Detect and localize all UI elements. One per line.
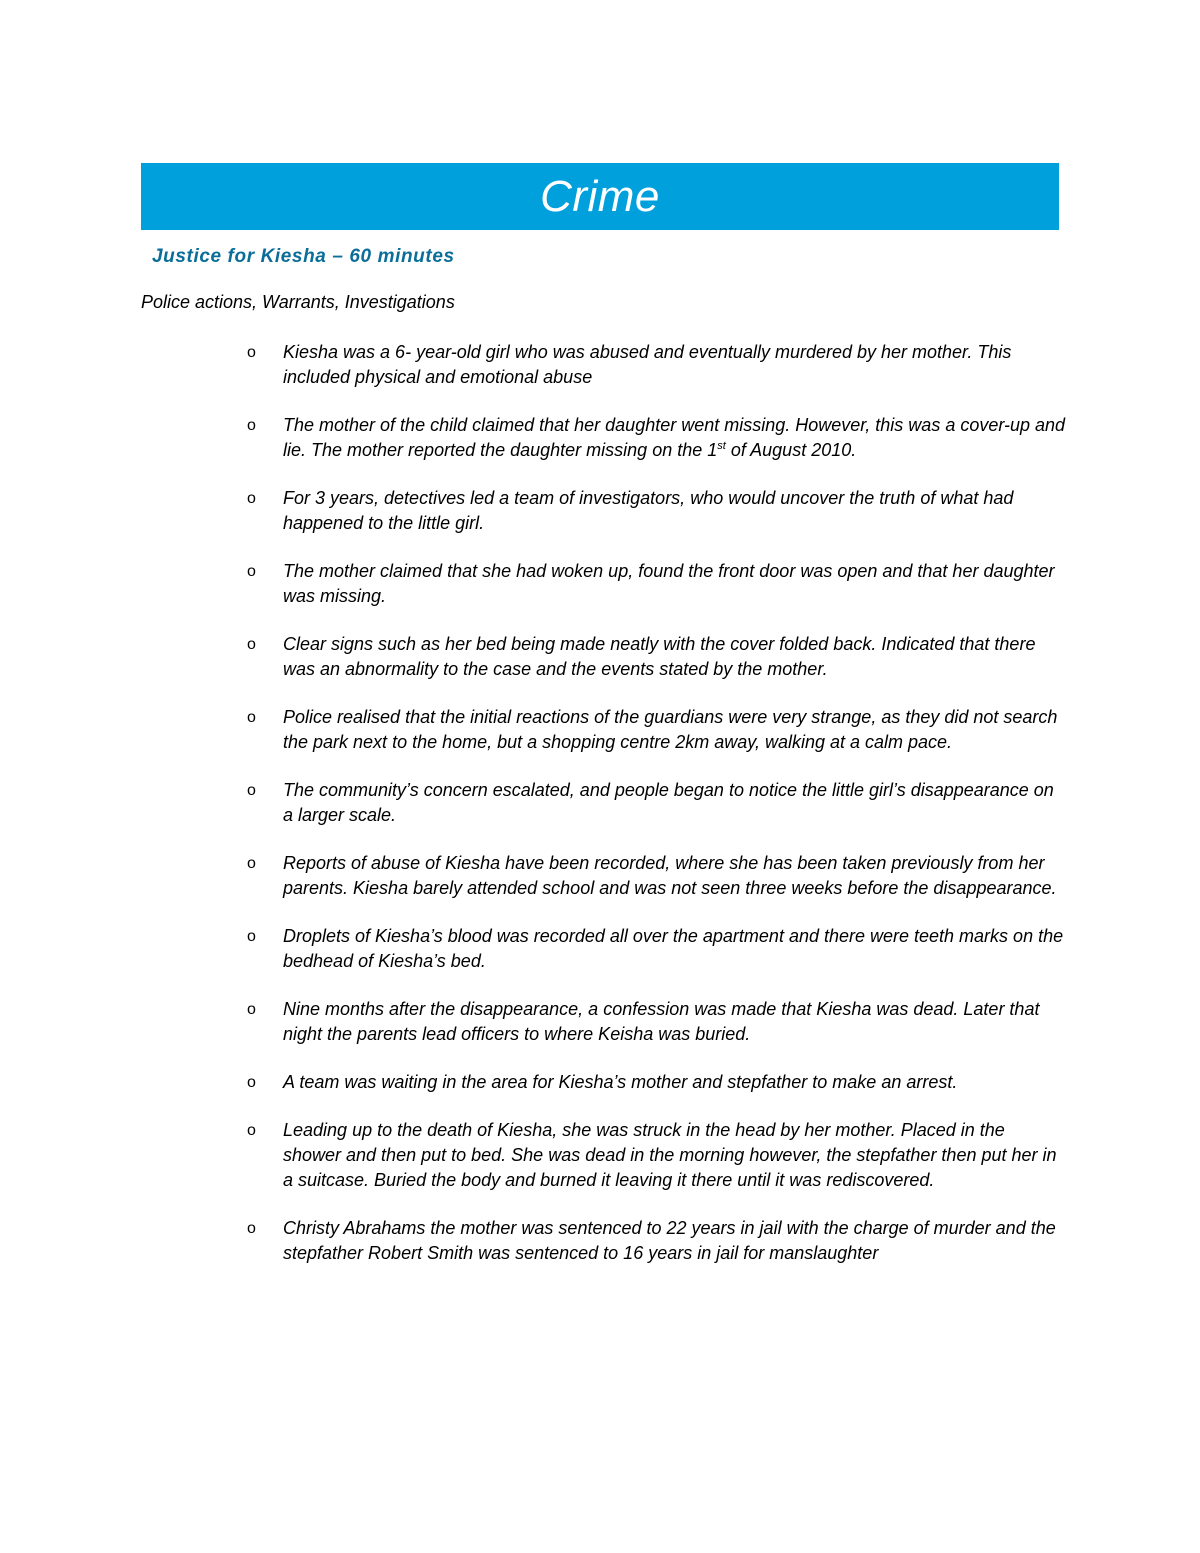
bullet-text: Clear signs such as her bed being made neatly with the cover folded back. Indicated that there was an abnormality to the case and the events stated by the mother.	[283, 634, 1036, 679]
list-item	[247, 632, 1067, 682]
list-item	[247, 1070, 1067, 1095]
bullet-marker-icon: o	[247, 563, 256, 580]
bullet-superscript: st	[717, 440, 726, 452]
bullet-text: The mother claimed that she had woken up, found the front door was open and that her daughter was missing.	[283, 561, 1055, 606]
bullet-text: The community’s concern escalated, and people began to notice the little girl’s disappearance on a larger scale.	[283, 780, 1054, 825]
list-item	[247, 1118, 1067, 1193]
bullet-text: For 3 years, detectives led a team of investigators, who would uncover the truth of what had happened to the little girl.	[283, 488, 1014, 533]
bullet-marker-icon: o	[247, 709, 256, 726]
topics-line: Police actions, Warrants, Investigations	[141, 292, 455, 312]
bullet-text: Leading up to the death of Kiesha, she was struck in the head by her mother. Placed in the shower and then put to bed. She was dead in the morning however, the stepfather then put her in a suitcase. Buried the body and burned it leaving it there until it was rediscovered.	[283, 1120, 1057, 1190]
list-item	[247, 413, 1067, 463]
bullet-text: Nine months after the disappearance, a confession was made that Kiesha was dead. Later that night the parents lead officers to where Keisha was buried.	[283, 999, 1040, 1044]
bullet-marker-icon: o	[247, 1122, 256, 1139]
list-item	[247, 340, 1067, 390]
bullet-marker-icon: o	[247, 490, 256, 507]
bullet-text: The mother of the child claimed that her daughter went missing. However, this was a cover-up and lie. The mother reported the daughter missing on the 1	[283, 415, 1066, 460]
bullet-marker-icon: o	[247, 928, 256, 945]
bullet-text: Droplets of Kiesha’s blood was recorded all over the apartment and there were teeth marks on the bedhead of Kiesha’s bed.	[283, 926, 1064, 971]
list-item	[247, 851, 1067, 901]
bullet-list	[247, 340, 1067, 1289]
list-item	[247, 1216, 1067, 1266]
page-title: Crime	[540, 171, 660, 221]
list-item	[247, 559, 1067, 609]
list-item	[247, 778, 1067, 828]
bullet-marker-icon: o	[247, 1001, 256, 1018]
title-banner	[141, 163, 1059, 230]
bullet-text: Police realised that the initial reactions of the guardians were very strange, as they did not search the park next to the home, but a shopping centre 2km away, walking at a calm pace.	[283, 707, 1058, 752]
bullet-text: Reports of abuse of Kiesha have been recorded, where she has been taken previously from her parents. Kiesha barely attended school and was not seen three weeks before the disappearance.	[283, 853, 1057, 898]
list-item	[247, 997, 1067, 1047]
bullet-text: Christy Abrahams the mother was sentenced to 22 years in jail with the charge of murder and the stepfather Robert Smith was sentenced to 16 years in jail for manslaughter	[283, 1218, 1056, 1263]
bullet-marker-icon: o	[247, 344, 256, 361]
bullet-marker-icon: o	[247, 417, 256, 434]
list-item	[247, 705, 1067, 755]
bullet-text-continued: of August 2010.	[725, 440, 857, 460]
bullet-marker-icon: o	[247, 1074, 256, 1091]
bullet-text: Kiesha was a 6- year-old girl who was abused and eventually murdered by her mother. This included physical and emotional abuse	[283, 342, 1012, 387]
bullet-marker-icon: o	[247, 855, 256, 872]
bullet-marker-icon: o	[247, 782, 256, 799]
bullet-text: A team was waiting in the area for Kiesha’s mother and stepfather to make an arrest.	[283, 1072, 958, 1092]
list-item	[247, 486, 1067, 536]
bullet-marker-icon: o	[247, 1220, 256, 1237]
section-subtitle: Justice for Kiesha – 60 minutes	[152, 246, 455, 267]
bullet-marker-icon: o	[247, 636, 256, 653]
list-item	[247, 924, 1067, 974]
